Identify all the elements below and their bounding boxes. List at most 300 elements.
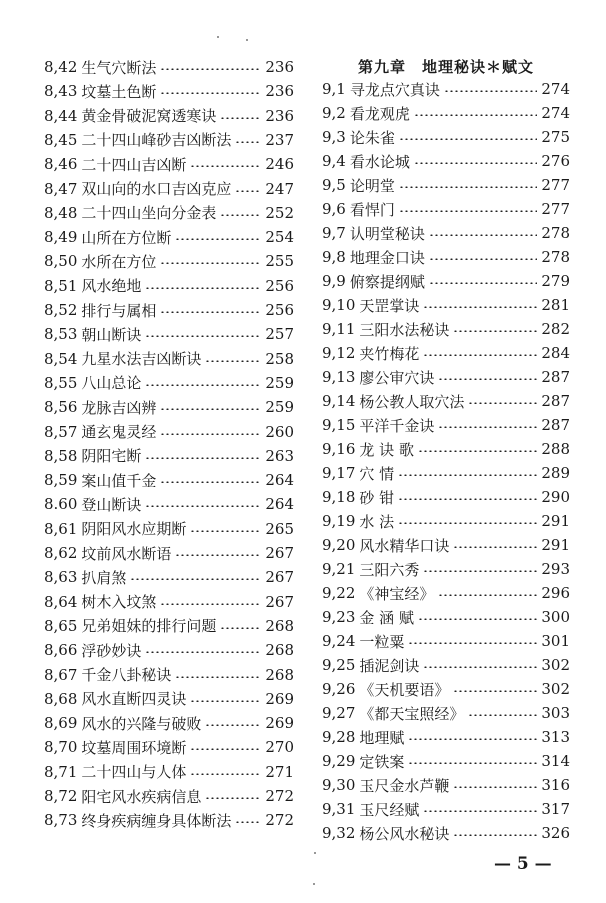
entry-page-number: 255: [265, 252, 294, 271]
dot-leader: [160, 262, 261, 264]
entry-number: 9,2: [322, 104, 346, 122]
dot-leader: [205, 360, 261, 362]
entry-number: 9,6: [322, 200, 346, 218]
entry-title: 阴阳风水应期断: [81, 520, 187, 539]
entry-number: 8,64: [44, 592, 78, 611]
dot-leader: [220, 627, 261, 629]
entry-number: 8,71: [44, 762, 78, 781]
dot-leader: [399, 210, 537, 212]
entry-page-number: 281: [541, 296, 570, 314]
entry-page-number: 288: [541, 440, 570, 458]
toc-entry: [322, 822, 570, 844]
entry-page-number: 260: [265, 422, 294, 441]
entry-number: 8,49: [44, 228, 78, 247]
entry-number: 8,47: [44, 179, 78, 198]
toc-entry: [322, 294, 570, 316]
dot-leader: [145, 287, 261, 289]
entry-title: 看水论城: [349, 152, 410, 171]
entry-title: 兄弟姐妹的排行问题: [81, 617, 217, 636]
entry-page-number: 252: [265, 203, 294, 222]
entry-page-number: 300: [541, 608, 570, 626]
entry-page-number: 314: [541, 752, 570, 770]
entry-page-number: 316: [541, 776, 570, 794]
entry-page-number: 254: [265, 228, 294, 247]
entry-number: 9,30: [322, 776, 356, 794]
entry-number: 9,17: [322, 464, 356, 482]
toc-entry: [44, 299, 294, 321]
toc-entry: [322, 462, 570, 484]
entry-page-number: 267: [265, 544, 294, 562]
dot-leader: [235, 821, 261, 823]
toc-entry: [44, 323, 294, 345]
entry-number: 9,23: [322, 608, 356, 626]
entry-page-number: 275: [541, 128, 570, 146]
entry-title: 插泥剑诀: [359, 656, 420, 675]
entry-page-number: 282: [541, 320, 570, 338]
dot-leader: [423, 666, 537, 668]
entry-title: 排行与属相: [81, 301, 157, 320]
entry-number: 9,18: [322, 488, 356, 506]
entry-page-number: 291: [541, 512, 570, 530]
entry-title: 风水精华口诀: [359, 536, 450, 555]
entry-title: 廖公审穴诀: [359, 368, 435, 387]
entry-number: 9,14: [322, 392, 356, 410]
toc-entry: [322, 318, 570, 340]
dot-leader: [205, 724, 261, 726]
entry-number: 9,27: [322, 704, 356, 722]
entry-number: 9,12: [322, 344, 356, 362]
entry-title: 千金八卦秘诀: [81, 666, 172, 684]
entry-title: 山所在方位断: [81, 228, 172, 247]
toc-entry: [322, 126, 570, 148]
toc-entry: [44, 591, 294, 613]
entry-title: 水 法: [359, 512, 395, 531]
entry-title: 坟前风水断语: [81, 544, 172, 563]
dot-leader: [220, 117, 261, 119]
dot-leader: [429, 234, 537, 236]
entry-title: 登山断诀: [81, 495, 142, 514]
entry-number: 8,57: [44, 422, 78, 441]
entry-number: 9,5: [322, 176, 346, 194]
dot-leader: [423, 570, 537, 572]
entry-number: 8,54: [44, 349, 78, 368]
toc-entry: [322, 414, 570, 436]
dot-leader: [429, 282, 537, 284]
toc-entry: [322, 534, 570, 556]
dot-leader: [438, 378, 537, 380]
scan-speck: [313, 883, 315, 885]
entry-title: 论朱雀: [349, 128, 395, 147]
entry-number: 8,67: [44, 665, 78, 684]
dot-leader: [438, 426, 537, 428]
entry-number: 8,68: [44, 689, 78, 708]
entry-title: 阳宅风水疾病信息: [81, 787, 202, 806]
entry-page-number: 246: [265, 155, 294, 174]
entry-page-number: 287: [541, 416, 570, 434]
dot-leader: [453, 330, 537, 332]
toc-entry: [44, 639, 294, 661]
toc-entry: [44, 615, 294, 637]
entry-number: 9,4: [322, 152, 346, 170]
toc-entry: [322, 558, 570, 580]
dot-leader: [145, 505, 261, 507]
scan-speck: [246, 39, 248, 41]
entry-page-number: 256: [265, 301, 294, 319]
entry-title: 地理金口诀: [349, 248, 425, 267]
entry-page-number: 264: [265, 471, 294, 490]
toc-entry: [322, 102, 570, 124]
chapter-heading: 第九章 地理秘诀＊赋文: [358, 58, 535, 76]
entry-title: 玉尺经赋: [359, 800, 420, 819]
dot-leader: [399, 138, 537, 140]
toc-entry: [44, 785, 294, 807]
entry-number: 9,1: [322, 80, 346, 98]
toc-entry: [44, 421, 294, 443]
dot-leader: [398, 522, 537, 524]
entry-number: 8,62: [44, 544, 78, 562]
entry-title: 双山向的水口吉凶克应: [81, 180, 232, 198]
entry-number: 9,15: [322, 416, 356, 434]
dot-leader: [205, 797, 261, 799]
toc-entry: [44, 105, 294, 127]
entry-number: 8,63: [44, 568, 78, 587]
entry-page-number: 265: [265, 519, 294, 538]
entry-title: 二十四山峰砂吉凶断法: [81, 131, 232, 150]
toc-entry: [322, 222, 570, 244]
entry-title: 生气穴断法: [81, 58, 157, 77]
entry-number: 8,45: [44, 130, 78, 149]
dot-leader: [423, 306, 537, 308]
toc-entry: [322, 366, 570, 388]
toc-entry: [322, 798, 570, 820]
entry-title: 朝山断诀: [81, 325, 142, 344]
toc-entry: [322, 150, 570, 172]
entry-page-number: 269: [265, 689, 294, 708]
entry-title: 穴 情: [359, 464, 395, 483]
entry-page-number: 264: [265, 495, 294, 514]
toc-entry: [322, 510, 570, 532]
entry-page-number: 279: [541, 272, 570, 290]
entry-number: 8,61: [44, 519, 78, 538]
toc-entry: [322, 582, 570, 604]
entry-page-number: 258: [265, 349, 294, 368]
toc-entry: [322, 750, 570, 772]
toc-entry: [44, 664, 294, 686]
dot-leader: [453, 546, 537, 548]
entry-page-number: 276: [541, 152, 570, 170]
entry-number: 8,52: [44, 301, 78, 319]
entry-title: 夹竹梅花: [359, 344, 420, 363]
toc-entry: [44, 809, 294, 831]
entry-title: 玉尺金水芦鞭: [359, 776, 450, 795]
dot-leader: [468, 714, 537, 716]
entry-number: 9,7: [322, 224, 346, 242]
dot-leader: [160, 408, 261, 410]
dot-leader: [429, 258, 537, 260]
entry-title: 论明堂: [349, 176, 395, 195]
entry-number: 8,70: [44, 738, 78, 757]
toc-entry: [322, 702, 570, 724]
toc-entry: [44, 226, 294, 248]
page-number-footer: — 5 —: [494, 854, 552, 874]
dot-leader: [438, 594, 537, 596]
dot-leader: [145, 457, 261, 459]
dot-leader: [160, 481, 261, 483]
entry-number: 8,56: [44, 398, 78, 417]
entry-title: 终身疾病缠身具体断法: [81, 811, 232, 830]
entry-number: 8,44: [44, 106, 78, 125]
scan-speck: [314, 852, 316, 854]
toc-entry: [322, 342, 570, 364]
dot-leader: [453, 690, 537, 692]
entry-title: 案山值千金: [81, 471, 157, 490]
entry-number: 9,3: [322, 128, 346, 146]
toc-entry: [44, 178, 294, 200]
toc-entry: [44, 153, 294, 175]
entry-title: 坟墓土色断: [81, 82, 157, 101]
entry-title: 金 涵 赋: [359, 608, 414, 627]
entry-number: 9,29: [322, 752, 356, 770]
entry-number: 8,73: [44, 811, 78, 830]
entry-page-number: 296: [541, 584, 570, 602]
toc-entry: [322, 630, 570, 652]
entry-page-number: 291: [541, 536, 570, 554]
entry-title: 《神宝经》: [359, 584, 435, 603]
dot-leader: [453, 834, 537, 836]
dot-leader: [175, 238, 261, 240]
toc-entry: [44, 372, 294, 394]
entry-number: 8,55: [44, 373, 78, 392]
entry-page-number: 278: [541, 224, 570, 242]
toc-entry: [322, 678, 570, 700]
entry-number: 8,59: [44, 471, 78, 490]
entry-page-number: 269: [265, 714, 294, 733]
toc-entry: [44, 202, 294, 224]
dot-leader: [175, 676, 261, 678]
entry-title: 寻龙点穴真诀: [349, 80, 440, 99]
entry-title: 风水直断四灵诀: [81, 690, 187, 709]
entry-title: 通玄鬼灵经: [81, 423, 157, 441]
toc-entry: [322, 198, 570, 220]
entry-page-number: 302: [541, 680, 570, 698]
entry-title: 看龙观虎: [349, 104, 410, 123]
entry-title: 二十四山与人体: [81, 763, 187, 782]
entry-page-number: 268: [265, 616, 294, 635]
dot-leader: [418, 450, 537, 452]
dot-leader: [190, 530, 261, 532]
entry-title: 扒肩煞: [81, 568, 127, 587]
entry-number: 9,25: [322, 656, 356, 674]
dot-leader: [175, 554, 261, 556]
entry-page-number: 268: [265, 641, 294, 660]
entry-title: 平洋千金诀: [359, 416, 435, 435]
entry-title: 杨公教人取穴法: [359, 392, 465, 411]
entry-title: 一粒粟: [359, 632, 405, 651]
toc-entry: [44, 736, 294, 758]
entry-page-number: 287: [541, 368, 570, 386]
entry-number: 9,26: [322, 680, 356, 698]
entry-page-number: 303: [541, 704, 570, 722]
dot-leader: [399, 186, 537, 188]
entry-title: 《天机要语》: [359, 680, 450, 699]
entry-page-number: 317: [541, 800, 570, 818]
entry-page-number: 272: [265, 811, 294, 830]
entry-page-number: 259: [265, 398, 294, 417]
dot-leader: [235, 190, 261, 192]
entry-page-number: 236: [265, 82, 294, 101]
entry-number: 9,13: [322, 368, 356, 386]
entry-page-number: 302: [541, 656, 570, 674]
dot-leader: [423, 354, 537, 356]
entry-number: 8,42: [44, 58, 78, 76]
entry-number: 8,48: [44, 203, 78, 222]
entry-number: 9,28: [322, 728, 356, 746]
toc-entry: [322, 270, 570, 292]
entry-number: 9,24: [322, 632, 356, 650]
entry-number: 9,21: [322, 560, 356, 578]
entry-page-number: 270: [265, 738, 294, 757]
toc-entry: [44, 712, 294, 734]
dot-leader: [160, 92, 261, 94]
toc-entry: [322, 246, 570, 268]
dot-leader: [414, 114, 537, 116]
entry-number: 9,11: [322, 320, 356, 338]
entry-page-number: 284: [541, 344, 570, 362]
dot-leader: [190, 700, 261, 702]
entry-number: 8,53: [44, 325, 78, 344]
toc-entry: [322, 606, 570, 628]
entry-title: 天罡掌诀: [359, 296, 420, 315]
entry-title: 坟墓周围环境断: [81, 738, 187, 757]
toc-entry: [44, 396, 294, 418]
entry-title: 浮砂妙诀: [81, 641, 142, 660]
entry-page-number: 256: [265, 276, 294, 295]
toc-entry: [44, 80, 294, 102]
entry-title: 阴阳宅断: [81, 447, 142, 466]
entry-title: 黄金骨破泥窝透寒诀: [81, 107, 217, 126]
dot-leader: [220, 214, 261, 216]
entry-page-number: 278: [541, 248, 570, 266]
entry-title: 看悍门: [349, 200, 395, 219]
toc-entry: [322, 390, 570, 412]
entry-number: 8,66: [44, 641, 78, 660]
entry-title: 树木入坟煞: [81, 593, 157, 612]
entry-page-number: 313: [541, 728, 570, 746]
entry-page-number: 236: [265, 106, 294, 125]
entry-number: 8,69: [44, 714, 78, 733]
entry-page-number: 236: [265, 58, 294, 76]
entry-title: 俯察提纲赋: [349, 272, 425, 291]
toc-entry: [322, 774, 570, 796]
toc-entry: [44, 445, 294, 467]
dot-leader: [145, 651, 261, 653]
entry-number: 9,31: [322, 800, 356, 818]
entry-number: 8,65: [44, 616, 78, 635]
toc-entry: [44, 469, 294, 491]
entry-title: 风水的兴隆与破败: [81, 714, 202, 733]
dot-leader: [408, 762, 537, 764]
entry-title: 定铁案: [359, 752, 405, 771]
entry-title: 八山总论: [81, 374, 142, 393]
toc-entry: [44, 761, 294, 783]
toc-entry: [322, 654, 570, 676]
dot-leader: [160, 311, 261, 313]
entry-number: 9,20: [322, 536, 356, 554]
entry-title: 三阳六秀: [359, 560, 420, 579]
dot-leader: [145, 384, 261, 386]
dot-leader: [190, 748, 261, 750]
entry-page-number: 271: [265, 762, 294, 781]
entry-page-number: 326: [541, 824, 570, 842]
dot-leader: [160, 68, 261, 70]
entry-number: 8.60: [44, 495, 78, 514]
entry-title: 《都天宝照经》: [359, 704, 465, 723]
entry-page-number: 268: [265, 665, 294, 684]
entry-title: 九星水法吉凶断诀: [81, 350, 202, 369]
entry-title: 水所在方位: [81, 252, 157, 271]
toc-entry: [322, 438, 570, 460]
toc-entry: [44, 56, 294, 78]
toc-entry: [44, 566, 294, 588]
entry-page-number: 290: [541, 488, 570, 506]
entry-title: 龙 诀 歌: [359, 440, 414, 459]
entry-title: 龙脉吉凶辨: [81, 398, 157, 417]
dot-leader: [408, 642, 537, 644]
toc-entry: [322, 486, 570, 508]
entry-page-number: 237: [265, 130, 294, 149]
dot-leader: [145, 335, 261, 337]
entry-page-number: 257: [265, 325, 294, 344]
entry-page-number: 267: [265, 568, 294, 587]
entry-page-number: 277: [541, 176, 570, 194]
entry-page-number: 289: [541, 464, 570, 482]
entry-page-number: 293: [541, 560, 570, 578]
dot-leader: [418, 618, 537, 620]
entry-page-number: 263: [265, 446, 294, 465]
dot-leader: [190, 165, 261, 167]
dot-leader: [408, 738, 537, 740]
entry-number: 8,58: [44, 446, 78, 465]
toc-entry: [44, 250, 294, 272]
toc-entry: [44, 348, 294, 370]
entry-number: 9,16: [322, 440, 356, 458]
entry-number: 8,46: [44, 155, 78, 174]
dot-leader: [398, 498, 537, 500]
entry-page-number: 259: [265, 373, 294, 392]
dot-leader: [468, 402, 537, 404]
entry-number: 8,72: [44, 787, 78, 805]
entry-title: 砂 钳: [359, 488, 395, 507]
entry-number: 9,9: [322, 272, 346, 290]
dot-leader: [160, 433, 261, 435]
entry-title: 风水绝地: [81, 277, 142, 296]
dot-leader: [423, 810, 537, 812]
dot-leader: [444, 90, 537, 92]
dot-leader: [130, 578, 261, 580]
entry-page-number: 301: [541, 632, 570, 650]
entry-number: 9,19: [322, 512, 356, 530]
toc-entry: [44, 493, 294, 515]
dot-leader: [190, 773, 261, 775]
entry-title: 杨公风水秘诀: [359, 824, 450, 843]
entry-page-number: 247: [265, 179, 294, 198]
toc-entry: [44, 542, 294, 564]
entry-page-number: 272: [265, 787, 294, 805]
entry-title: 三阳水法秘诀: [359, 320, 450, 339]
entry-page-number: 274: [541, 104, 570, 122]
entry-page-number: 287: [541, 392, 570, 410]
entry-number: 9,22: [322, 584, 356, 602]
